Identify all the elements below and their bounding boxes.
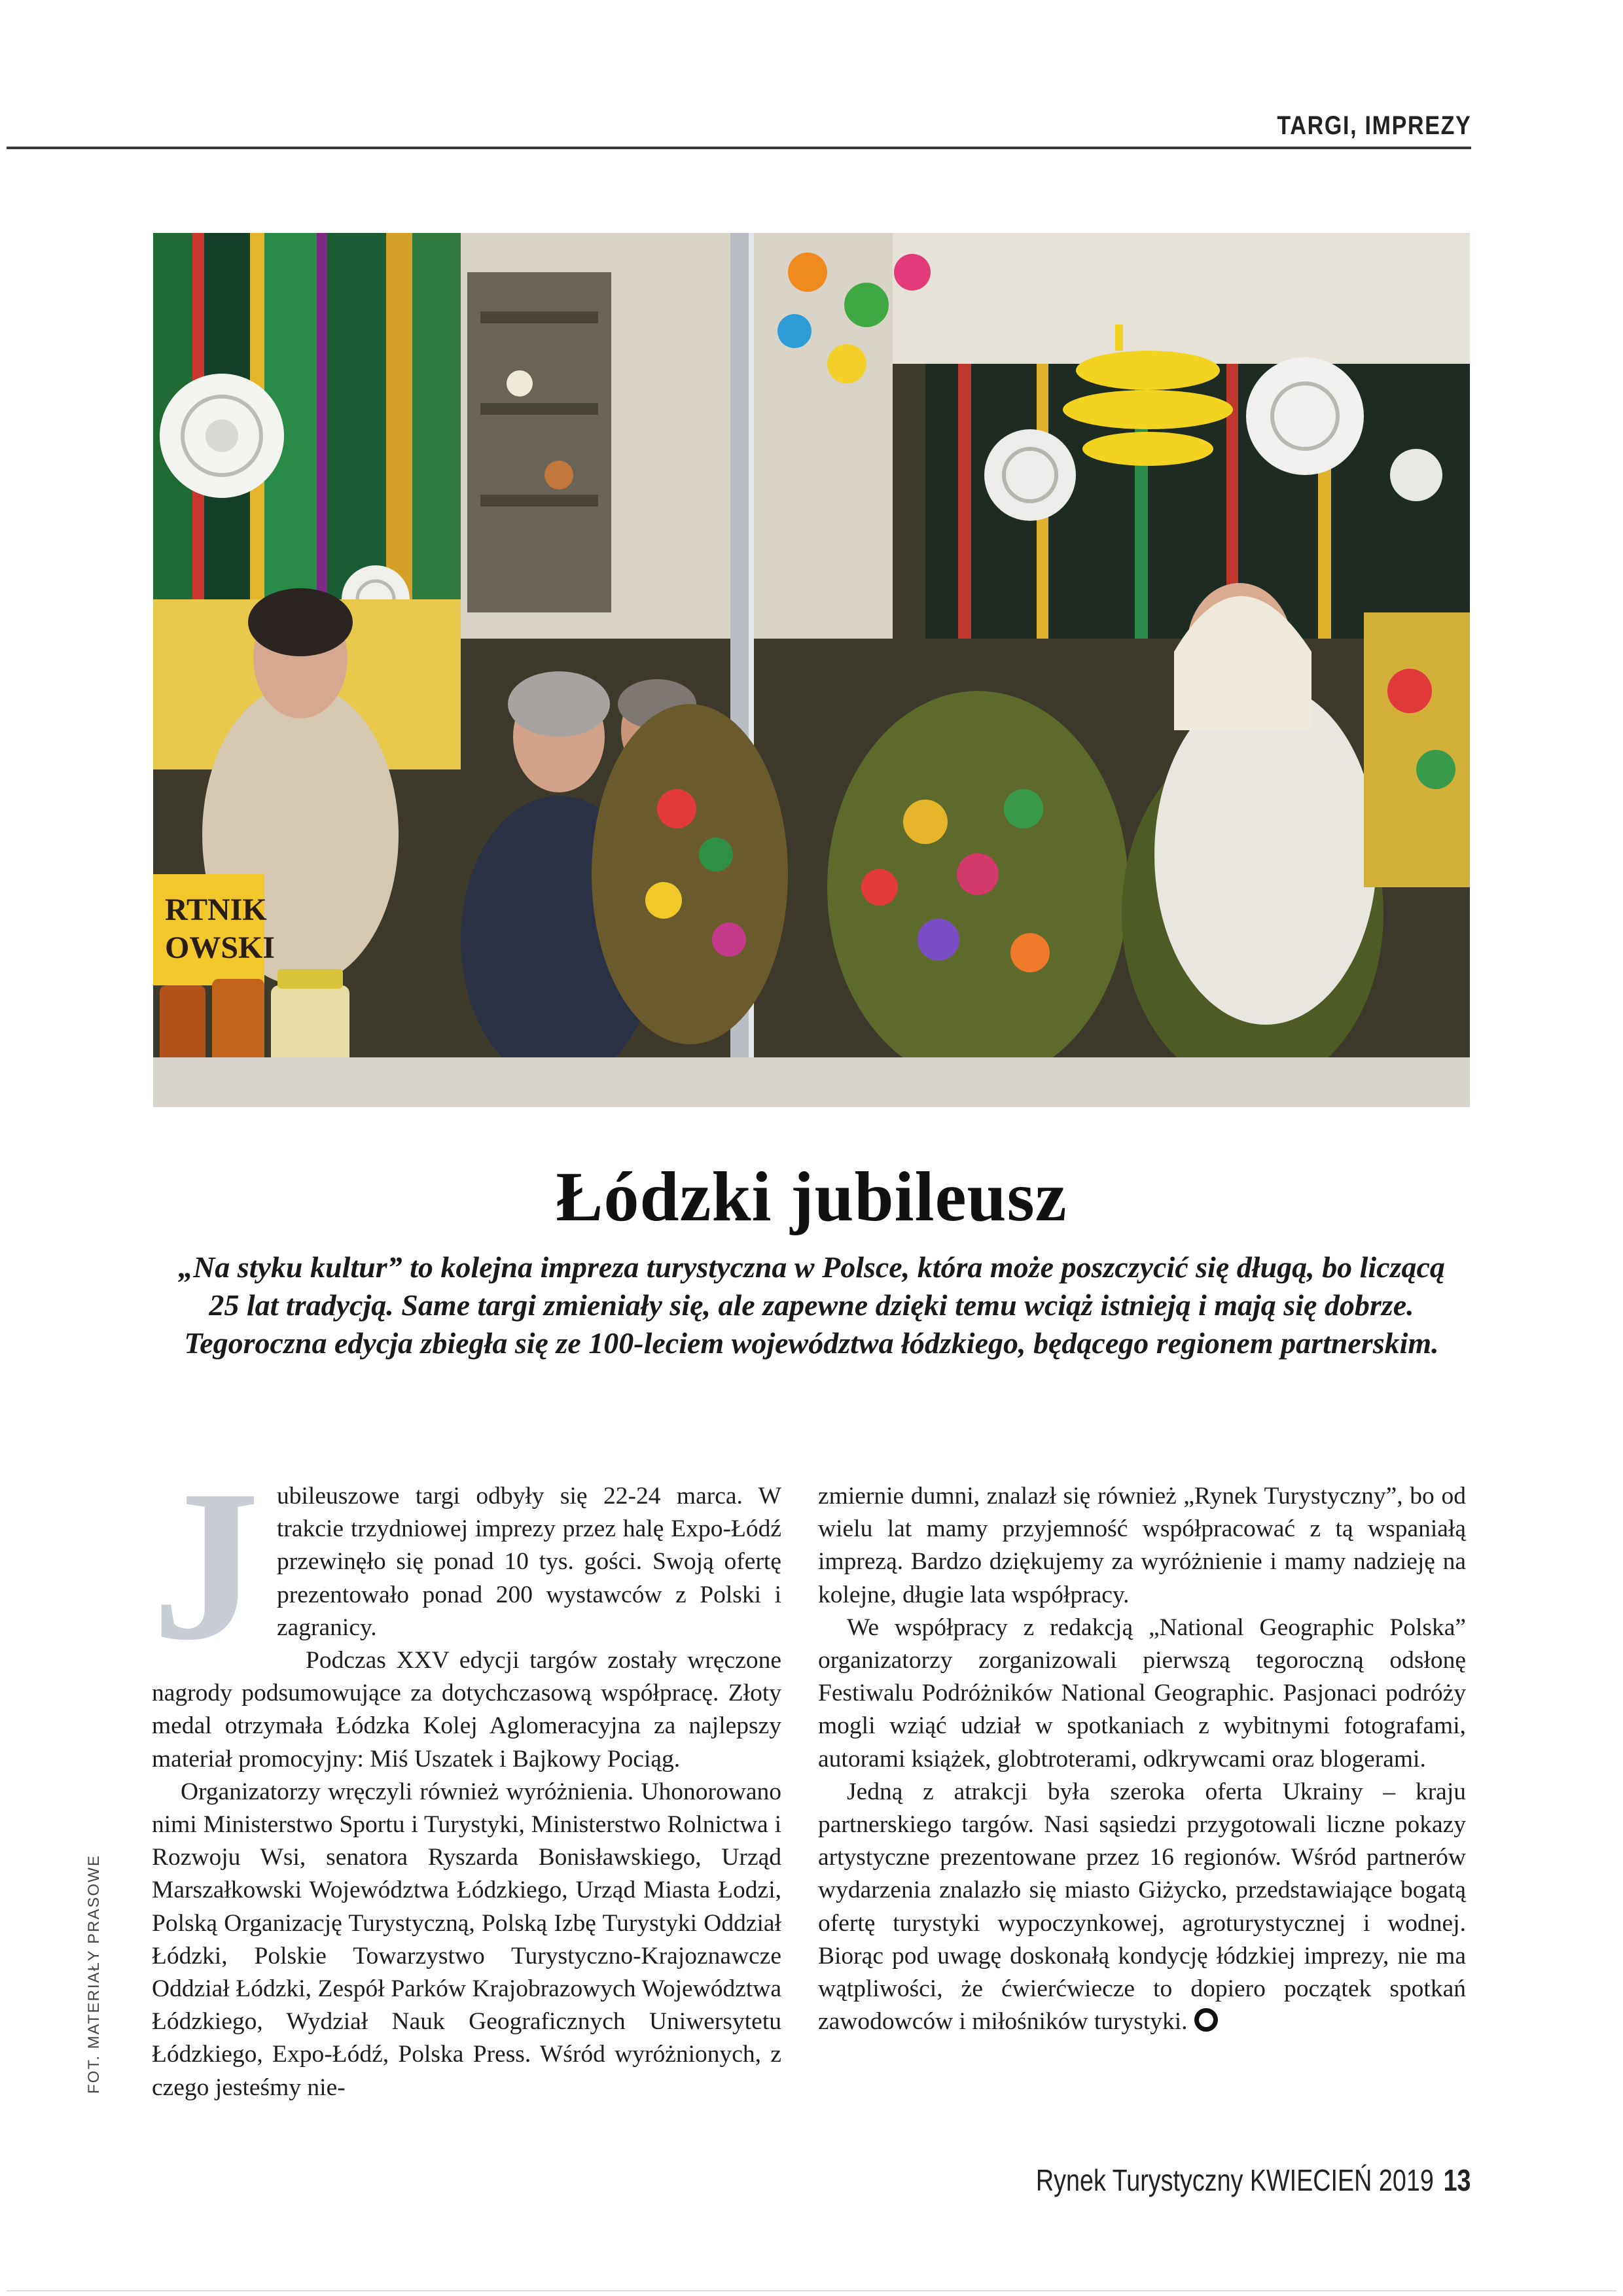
article-title: Łódzki jubileusz (556, 1158, 1067, 1236)
sign-text-line2: OWSKI (165, 930, 276, 965)
paragraph: ubileuszowe targi odbyły się 22-24 marca. W trakcie trzydniowej imprezy przez halę Expo-Łódź przewinęło się ponad 10 tys. gości. Swoją ofertę prezentowało ponad 200 wystawców z Polski i zagranicy. (277, 1483, 781, 1641)
paragraph: Organizatorzy wręczyli również wyróżnienia. Uhonorowano nimi Ministerstwo Sportu i Turystyki, Ministerstwo Rolnictwa i Rozwoju Wsi, senatora Ryszarda Bonisławskiego, Urząd Marszałkowski Województwa Łódzkiego, Urząd Miasta Łodzi, Polską Organizację Turystyczną, Polską Izbę Turystyki Oddział Łódzki, Polskie Towarzystwo Turystyczno-Krajoznawcze Oddział Łódzki, Zespół Parków Krajobrazowych Województwa Łódzkiego, Wydział Nauk Geograficznych Uniwersytetu Łódzkiego, Expo-Łódź, Polska Press. Wśród wyróżnionych, z czego jesteśmy nie- (152, 1778, 781, 2101)
footer-rule (7, 2290, 1616, 2291)
article-column-right (818, 1480, 1466, 2038)
article-lead: „Na styku kultur” to kolejna impreza turystyczna w Polsce, która może poszczycić się długą, bo liczącą 25 lat tradycją. Same targi zmieniały się, ale zapewne dzięki temu wciąż istnieją i mają się dobrze. Tegoroczna edycja zbiegła się ze 100-leciem województwa łódzkiego, będącego regionem partnerskim. (178, 1250, 1445, 1360)
sign-text-line1: RTNIK (165, 892, 267, 927)
article-photo (153, 233, 1470, 1107)
photo-credit: FOT. MATERIAŁY PRASOWE (85, 1854, 103, 2094)
paragraph-text: Jedną z atrakcji była szeroka oferta Ukrainy – kraju partnerskiego targów. Nasi sąsiedzi przygotowali liczne pokazy artystyczne prezentowane przez 16 regionów. Wśród partnerów wydarzenia znalazło się miasto Giżycko, przedstawiające bogatą ofertę turystyki wypoczynkowej, agroturystycznej i wodnej. Biorąc pod uwagę doskonałą kondycję łódzkiej imprezy, nie ma wątpliwości, że ćwierćwiecze to dopiero początek spotkań zawodowców i miłośników turystyki. (818, 1778, 1466, 2036)
paragraph: Podczas XXV edycji targów zostały wręczone nagrody podsumowujące za dotychczasową współpracę. Złoty medal otrzymała Łódzka Kolej Aglomeracyjna za najlepszy materiał promocyjny: Miś Uszatek i Bajkowy Pociąg. (152, 1647, 781, 1773)
page-footer (1036, 2163, 1471, 2198)
paragraph: zmiernie dumni, znalazł się również „Rynek Turystyczny”, bo od wielu lat mamy przyjemność współpracować z tą wspaniałą imprezą. Bardzo dziękujemy za wyróżnienie i mamy nadzieję na kolejne, długie lata współpracy. (818, 1483, 1466, 1608)
magazine-issue: Rynek Turystyczny KWIECIEŃ 2019 (1036, 2163, 1435, 2197)
paragraph (818, 1776, 1466, 2039)
drop-cap: J (152, 1446, 260, 1685)
section-label: TARGI, IMPREZY (1276, 111, 1471, 140)
page-number: 13 (1444, 2163, 1471, 2197)
end-mark-icon (1194, 2008, 1218, 2032)
article-column-left (152, 1446, 781, 2104)
paragraph: We współpracy z redakcją „National Geographic Polska” organizatorzy zorganizowali pierwszą tegoroczną odsłonę Festiwalu Podróżników National Geographic. Pasjonaci podróży mogli wziąć udział w spotkaniach z wybitnymi fotografami, autorami książek, globtroterami, odkrywcami oraz blogerami. (818, 1614, 1466, 1773)
header-rule (7, 147, 1471, 149)
